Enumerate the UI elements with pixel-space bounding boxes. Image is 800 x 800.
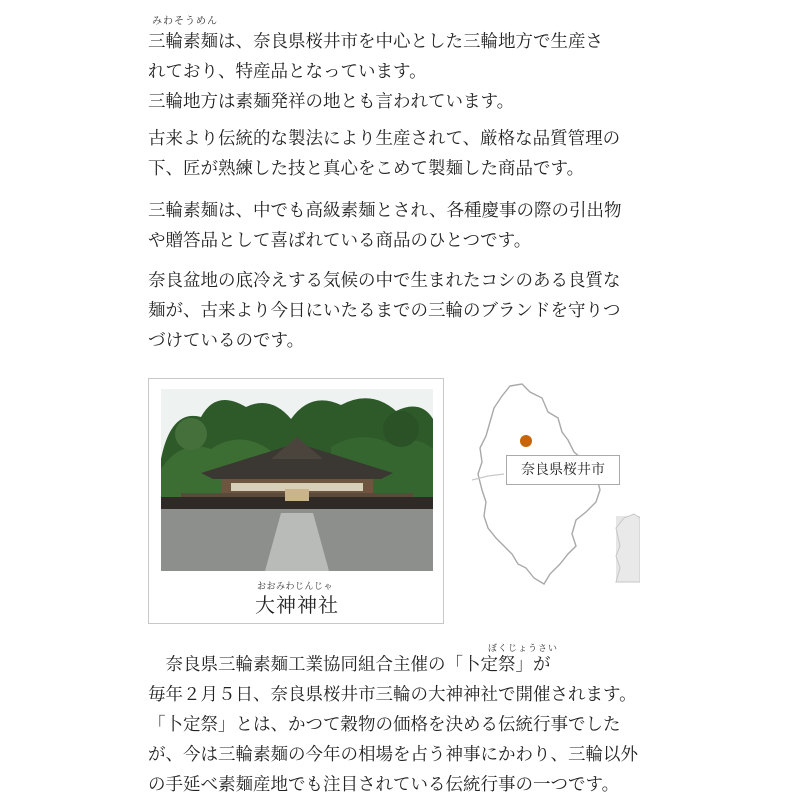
marker-dot — [520, 435, 532, 447]
intro-line: れており、特産品となっています。 — [148, 62, 427, 82]
climate-line: 麺が、古来より今日にいたるまでの三輪のブランドを守りつ — [148, 301, 621, 321]
event-line: 毎年２月５日、奈良県桜井市三輪の大神神社で開催されます。 — [148, 685, 637, 705]
event-line: が、今は三輪素麺の今年の相場を占う神事にかわり、三輪以外 — [148, 745, 638, 765]
event-paragraph — [148, 650, 708, 800]
climate-line: づけているのです。 — [148, 331, 305, 351]
shrine-photo-card — [148, 378, 444, 624]
event-ruby: ぼくじょうさい — [488, 644, 559, 654]
shrine-photo — [161, 389, 433, 571]
climate-paragraph — [148, 266, 678, 356]
event-line: の手延べ素麺産地でも注目されている伝統行事の一つです。 — [148, 775, 620, 795]
caption-ruby: おおみわじんじゃ — [257, 582, 334, 592]
event-line: 奈良県三輪素麺工業協同組合主催の「卜定祭」が — [148, 655, 551, 675]
intro-paragraph — [148, 27, 678, 117]
gift-paragraph — [148, 196, 678, 256]
gift-line: 三輪素麺は、中でも高級素麺とされ、各種慶事の際の引出物 — [148, 201, 622, 221]
photo-caption: 大神神社 — [255, 593, 339, 617]
intro-line: 三輪地方は素麺発祥の地とも言われています。 — [148, 92, 515, 112]
tradition-line: 下、匠が熟練した技と真心をこめて製麺した商品です。 — [148, 159, 585, 179]
event-line: 「卜定祭」とは、かつて穀物の価格を決める伝統行事でした — [148, 715, 621, 735]
tradition-paragraph — [148, 124, 678, 184]
intro-line: 三輪素麺は、奈良県桜井市を中心とした三輪地方で生産さ — [148, 32, 603, 52]
map-location-label: 奈良県桜井市 — [506, 455, 620, 485]
tradition-line: 古来より伝統的な製法により生産されて、厳格な品質管理の — [148, 129, 621, 149]
gift-line: や贈答品として喜ばれている商品のひとつです。 — [148, 231, 532, 251]
intro-ruby: みわそうめん — [152, 16, 218, 27]
climate-line: 奈良盆地の底冷えする気候の中で生まれたコシのある良質な — [148, 271, 621, 291]
